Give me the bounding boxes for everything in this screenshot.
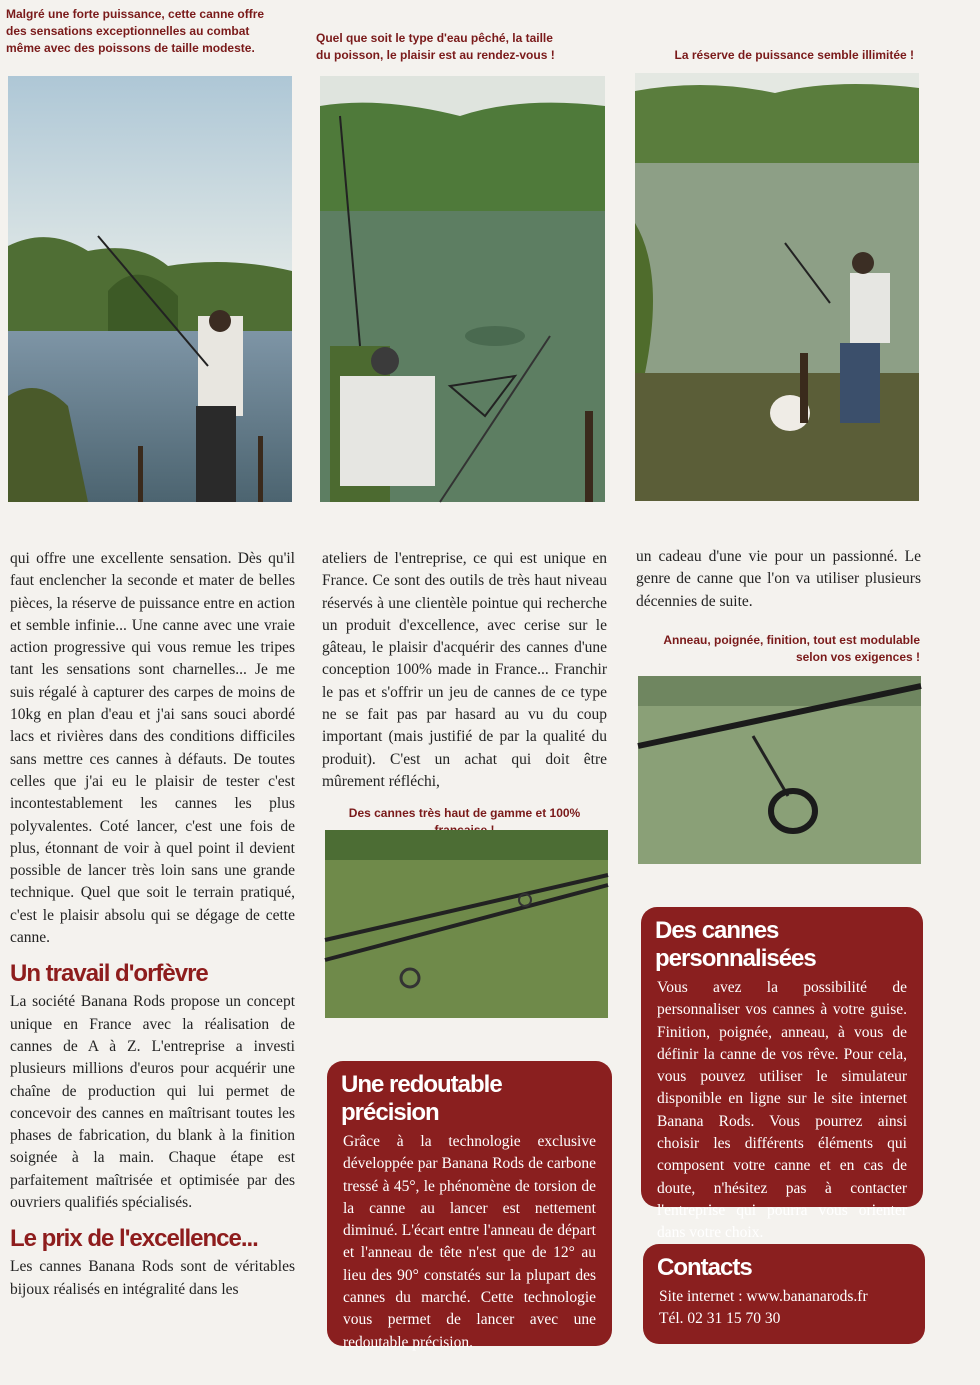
box-cannes-personnalisees <box>641 907 923 1242</box>
photo-rods-on-pod <box>325 830 608 1018</box>
col1-paragraph-2: La société Banana Rods propose un concept unique en France avec la réalisation de cannes de A à Z. L'entreprise a investi plusieurs millions d'euros pour acquérir une chaîne de production qui lui permet de concevoir des cannes en maîtrisant toutes les phases de fabrication, du blank à la finition soignée à la main. Chaque étape est parfaitement maîtrisée et optimisée par des ouvriers qualifiés spécialisés. <box>10 993 295 1212</box>
photo-angler-with-dog <box>635 73 919 501</box>
contact-phone: Tél. 02 31 15 70 30 <box>659 1310 781 1328</box>
contact-website: Site internet : www.bananarods.fr <box>659 1288 868 1305</box>
col1-paragraph-3: Les cannes Banana Rods sont de véritables bijoux réalisés en intégralité dans les <box>10 1258 295 1298</box>
box-cannes-personnalisees-text: Vous avez la possibilité de personnaliser vos cannes à votre guise. Finition, poignée, anneau, à vous de définir la canne de vos rêve. Pour cela, vous pouvez utiliser le simulateur disponible en ligne sur le site internet Banana Rods. Vous pourrez ainsi choisir les différents éléments qui composent votre canne et en cas de doute, n'hésitez pas à contacter l'entreprise qui pourra vous orienter dans votre choix. <box>657 979 907 1242</box>
caption-photo-1: Malgré une forte puissance, cette canne offre des sensations exceptionnelles au combat même avec des poissons de taille modeste. <box>6 7 265 55</box>
box-redoutable-precision <box>327 1061 612 1351</box>
col2-paragraph-1: ateliers de l'entreprise, ce qui est unique en France. Ce sont des outils de très haut niveau réservés à une clientèle pointue qui recherche un produit d'excellence, avec cerise sur le gâteau, le plaisir d'acquérir des cannes d'une conception 100% made in France... Franchir le pas et s'offrir un jeu de cannes de ce type ne se fait pas par hasard au vu du coup important (mais justifié de par la qualité du produit). C'est un achat qui doit être mûrement réfléchi, <box>322 550 607 790</box>
box-redoutable-precision-text: Grâce à la technologie exclusive développée par Banana Rods de carbone tressé à 45°, le phénomène de torsion de la canne au lancer est nettement diminué. L'écart entre l'anneau de départ et l'anneau de tête n'est que de 12° au lieu des 90° constatés sur la plupart des cannes du marché. Cette technologie vous permet de lancer avec une redoutable précision. <box>343 1133 596 1351</box>
col1-paragraph-1: qui offre une excellente sensation. Dès qu'il faut enclencher la seconde et mater de belles pièces, la réserve de puissance entre en action et semble infinie... Une canne avec une vraie action progressive qui vous remue les tripes tant les sensations sont charnelles... Je me suis régalé à capturer des carpes de moins de 10kg en plan d'eau et j'ai sans souci abordé lacs et rivières dans des conditions difficiles sans mettre ces cannes à défauts. De toutes celles que j'ai eu le plaisir de tester c'est incontestablement les cannes les plus polyvalentes. Coté lancer, c'est une fois de plus, étonnant de voir à quel point il devient possible de lancer très loin sans une grande technique. Quel que soit le terrain pratiqué, c'est le plaisir absolu qui se dégage de cette canne. <box>10 550 295 947</box>
box-cannes-personnalisees-body <box>641 977 923 1255</box>
text-column-2 <box>322 548 607 793</box>
box-contacts-title: Contacts <box>657 1254 752 1281</box>
caption-photo-5: Des cannes très haut de gamme et 100% <box>348 806 581 820</box>
box-redoutable-precision-title: Une redoutable précision <box>341 1071 502 1126</box>
photo-angler-landing-net <box>320 76 605 502</box>
heading-prix-excellence: Le prix de l'excellence... <box>10 1225 258 1253</box>
caption-photo-4: Anneau, poignée, finition, tout est modulable selon vos exigences ! <box>663 633 920 664</box>
heading-travail-orfevre: Un travail d'orfèvre <box>10 960 208 988</box>
box-contacts <box>643 1244 925 1344</box>
caption-photo-2: Quel que soit le type d'eau pêché, la taille du poisson, le plaisir est au rendez-vous ! <box>316 31 555 62</box>
box-cannes-personnalisees-title: Des cannes personnalisées <box>655 917 816 972</box>
text-column-1 <box>10 548 295 1301</box>
box-redoutable-precision-body <box>327 1131 612 1364</box>
box-contacts-body <box>643 1286 925 1341</box>
col3-paragraph-1: un cadeau d'une vie pour un passionné. Le genre de canne que l'on va utiliser plusieurs décennies de suite. <box>636 548 921 610</box>
photo-angler-fighting-fish <box>8 76 292 502</box>
caption-photo-3: La réserve de puissance semble illimitée ! <box>674 48 914 62</box>
photo-rod-ring-closeup <box>638 676 921 864</box>
text-column-3 <box>636 546 921 613</box>
